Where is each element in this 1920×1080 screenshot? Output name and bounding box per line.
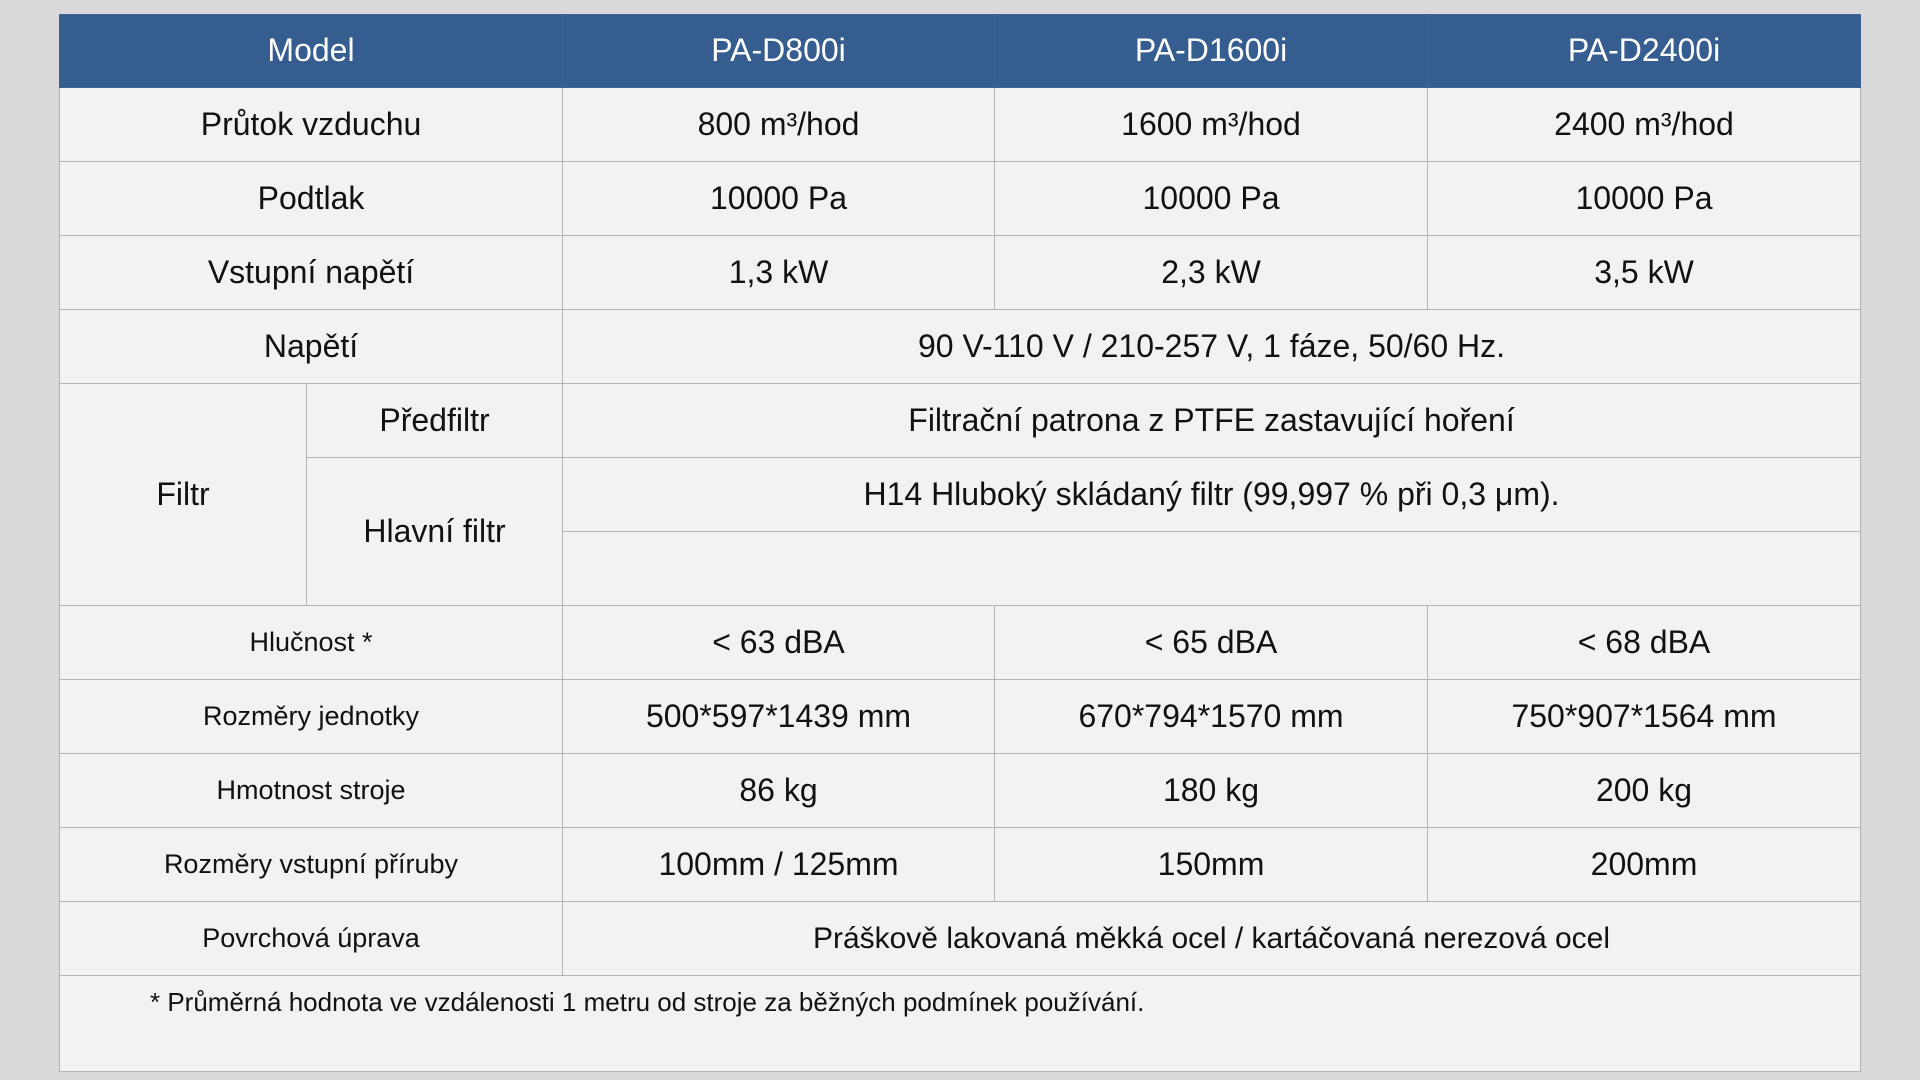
row-label: Napětí xyxy=(60,310,563,384)
cell-value: 800 m³/hod xyxy=(563,88,995,162)
row-sublabel-main-filter: Hlavní filtr xyxy=(307,458,563,606)
row-weight xyxy=(60,754,1861,828)
footnote: * Průměrná hodnota ve vzdálenosti 1 metru od stroje za běžných podmínek používání. xyxy=(60,976,1861,1072)
row-label-filter: Filtr xyxy=(60,384,307,606)
cell-value-merged: H14 Hluboký skládaný filtr (99,997 % při 0,3 μm). xyxy=(563,458,1861,532)
cell-value: < 68 dBA xyxy=(1428,606,1861,680)
row-airflow xyxy=(60,88,1861,162)
row-label: Hlučnost * xyxy=(60,606,563,680)
row-input-power xyxy=(60,236,1861,310)
cell-value: 10000 Pa xyxy=(1428,162,1861,236)
cell-value: 180 kg xyxy=(995,754,1428,828)
cell-value: 200mm xyxy=(1428,828,1861,902)
cell-value: 200 kg xyxy=(1428,754,1861,828)
cell-value-empty xyxy=(563,532,1861,606)
cell-value: 750*907*1564 mm xyxy=(1428,680,1861,754)
cell-value-merged: Filtrační patrona z PTFE zastavující hoření xyxy=(563,384,1861,458)
row-label: Hmotnost stroje xyxy=(60,754,563,828)
row-label: Povrchová úprava xyxy=(60,902,563,976)
cell-value: 10000 Pa xyxy=(563,162,995,236)
header-row xyxy=(60,15,1861,88)
cell-value: < 65 dBA xyxy=(995,606,1428,680)
row-sublabel-prefilter: Předfiltr xyxy=(307,384,563,458)
row-label: Podtlak xyxy=(60,162,563,236)
cell-value: 150mm xyxy=(995,828,1428,902)
footnote-row xyxy=(60,976,1861,1072)
cell-value: 500*597*1439 mm xyxy=(563,680,995,754)
spec-table xyxy=(59,14,1861,1072)
cell-value-merged: Práškově lakovaná měkká ocel / kartáčovaná nerezová ocel xyxy=(563,902,1861,976)
row-inlet xyxy=(60,828,1861,902)
row-dimensions xyxy=(60,680,1861,754)
cell-value: 2400 m³/hod xyxy=(1428,88,1861,162)
row-main-filter xyxy=(60,458,1861,532)
row-label: Průtok vzduchu xyxy=(60,88,563,162)
row-noise xyxy=(60,606,1861,680)
cell-value: < 63 dBA xyxy=(563,606,995,680)
row-vacuum xyxy=(60,162,1861,236)
cell-value: 100mm / 125mm xyxy=(563,828,995,902)
cell-value: 3,5 kW xyxy=(1428,236,1861,310)
cell-value-merged: 90 V-110 V / 210-257 V, 1 fáze, 50/60 Hz. xyxy=(563,310,1861,384)
cell-value: 1600 m³/hod xyxy=(995,88,1428,162)
cell-value: 2,3 kW xyxy=(995,236,1428,310)
header-model: Model xyxy=(60,15,563,88)
header-col-pa-d800i: PA-D800i xyxy=(563,15,995,88)
header-col-pa-d2400i: PA-D2400i xyxy=(1428,15,1861,88)
row-surface xyxy=(60,902,1861,976)
row-label: Rozměry vstupní příruby xyxy=(60,828,563,902)
cell-value: 86 kg xyxy=(563,754,995,828)
row-label: Vstupní napětí xyxy=(60,236,563,310)
row-prefilter xyxy=(60,384,1861,458)
cell-value: 670*794*1570 mm xyxy=(995,680,1428,754)
cell-value: 10000 Pa xyxy=(995,162,1428,236)
header-col-pa-d1600i: PA-D1600i xyxy=(995,15,1428,88)
cell-value: 1,3 kW xyxy=(563,236,995,310)
row-voltage xyxy=(60,310,1861,384)
row-label: Rozměry jednotky xyxy=(60,680,563,754)
